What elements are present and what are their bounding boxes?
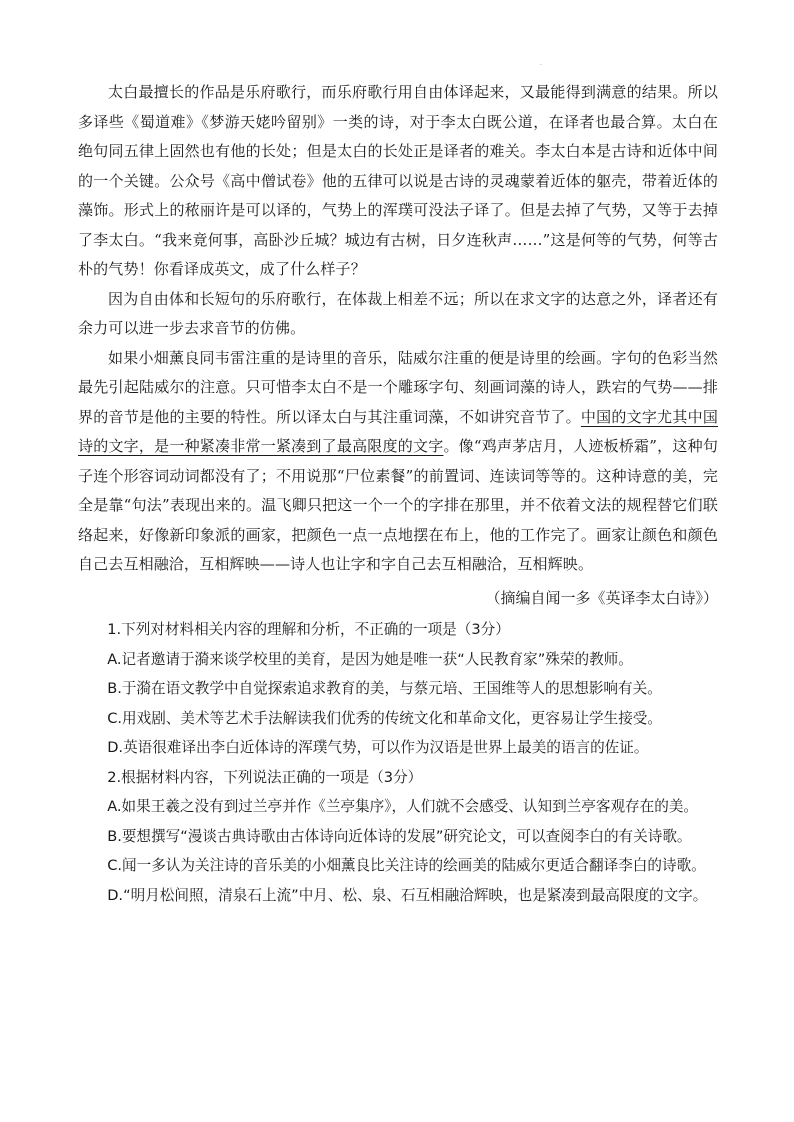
passage-paragraph-2: 因为自由体和长短句的乐府歌行，在体裁上相差不远；所以在求文字的达意之外，译者还有余力可以进一步去求音节的仿佛。 [78, 289, 718, 337]
passage-paragraph-3 [78, 344, 718, 580]
underlined-sentence: 中国的文字尤其中国诗的文字，是一种紧凑非常一紧凑到了最高限度的文字 [78, 407, 718, 455]
question-1-option-d: D.英语很难译出李白近体诗的浑璞气势，可以作为汉语是世界上最美的语言的佐证。 [107, 739, 649, 756]
passage-paragraph-3-part-a: 如果小畑薰良同韦雷注重的是诗里的音乐，陆威尔注重的便是诗里的绘画。字句的色彩当然最先引起陆威尔的注意。只可惜李太白不是一个雕琢字句、刻画词藻的诗人，跌宕的气势——排界的音节是他的主要的特性。所以译太白与其注重词藻，不如讲究音节了。 [78, 348, 718, 426]
passage-paragraph-3-part-b: 。像“鸡声茅店月，人迹板桥霜”，这种句子连个形容词动词都没有了；不用说那“尸位素餐”的前置词、连读词等等的。这种诗意的美，完全是靠“句法”表现出来的。温飞卿只把这一个一个的字排在那里，并不依着文法的规程替它们联络起来，好像新印象派的画家，把颜色一点一点地摆在布上，他的工作完了。画家让颜色和颜色自己去互相融洽，互相辉映——诗人也让字和字自己去互相融洽，互相辉映。 [78, 437, 718, 573]
question-1-stem: 1.下列对材料相关内容的理解和分析，不正确的一项是（3分） [107, 621, 510, 638]
passage-paragraph-1: 太白最擅长的作品是乐府歌行，而乐府歌行用自由体译起来，又最能得到满意的结果。所以多译些《蜀道难》《梦游天姥吟留别》一类的诗，对于李太白既公道，在译者也最合算。太白在绝句同五律上固然也有他的长处；但是太白的长处正是译者的难关。李太白本是古诗和近体中间的一个关键。公众号《高中僧试卷》他的五律可以说是古诗的灵魂蒙着近体的躯壳，带着近体的藻饰。形式上的秾丽许是可以译的，气势上的浑璞可没法子译了。但是去掉了气势，又等于去掉了李太白。“我来竟何事，高卧沙丘城？城边有古树，日夕连秋声……”这是何等的气势，何等古朴的气势！你看译成英文，成了什么样子？ [78, 83, 718, 278]
stray-mark: · [540, 62, 542, 69]
question-2-option-a: A.如果王羲之没有到过兰亭并作《兰亭集序》，人们就不会感受、认知到兰亭客观存在的美。 [107, 798, 699, 815]
question-2-option-d: D.“明月松间照，清泉石上流”中月、松、泉、石互相融洽辉映，也是紧凑到最高限度的文字。 [107, 886, 708, 904]
question-2-option-c: C.闻一多认为关注诗的音乐美的小畑薰良比关注诗的绘画美的陆威尔更适合翻译李白的诗歌。 [107, 857, 706, 874]
question-1-option-a: A.记者邀请于漪来谈学校里的美育，是因为她是唯一获“人民教育家”殊荣的教师。 [107, 650, 633, 668]
question-1-option-b: B.于漪在语文教学中自觉探索追求教育的美，与蔡元培、王国维等人的思想影响有关。 [107, 680, 662, 697]
exam-page [78, 78, 718, 910]
question-1-option-c: C.用戏剧、美术等艺术手法解读我们优秀的传统文化和革命文化，更容易让学生接受。 [107, 709, 662, 727]
passage-source: （摘编自闻一多《英译李太白诗》） [485, 588, 718, 607]
question-2-stem: 2.根据材料内容，下列说法正确的一项是（3分） [107, 768, 423, 786]
question-2-option-b: B.要想撰写“漫谈古典诗歌由古体诗向近体诗的发展”研究论文，可以查阅李白的有关诗歌。 [107, 827, 692, 845]
